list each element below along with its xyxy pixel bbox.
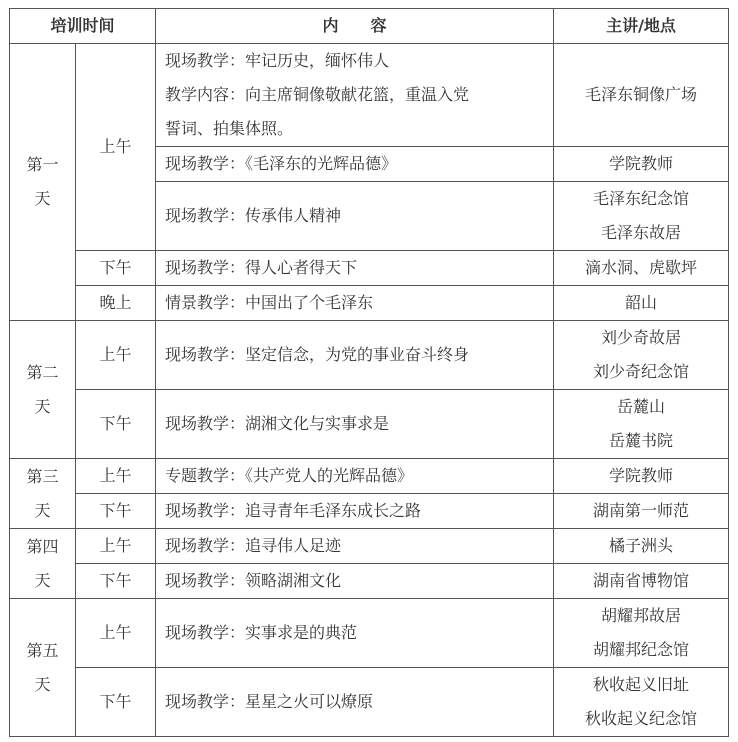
- session-speaker: [554, 390, 729, 459]
- day-label: [10, 44, 76, 321]
- content-line: 现场教学：追寻伟人足迹: [165, 536, 342, 555]
- day-label-line: 天: [34, 189, 51, 208]
- session-speaker: [554, 459, 729, 494]
- header-content: 内 容: [156, 9, 554, 44]
- session-speaker: [554, 668, 729, 737]
- header-speaker: 主讲/地点: [554, 9, 729, 44]
- session-speaker: [554, 147, 729, 182]
- session-content: [156, 529, 554, 564]
- content-line: 誓词、拍集体照。: [165, 119, 294, 138]
- speaker-line: 刘少奇故居: [601, 328, 682, 347]
- day-label-line: 天: [34, 396, 51, 416]
- session-content: [156, 44, 554, 147]
- table-row: [10, 44, 729, 147]
- period-label: 下午: [76, 251, 156, 286]
- period-label: 晚上: [76, 286, 156, 321]
- table-row: [10, 564, 729, 599]
- session-speaker: [554, 182, 729, 251]
- training-schedule-table: [9, 8, 729, 737]
- content-line: 情景教学：中国出了个毛泽东: [165, 293, 374, 312]
- day-label-line: 第四: [26, 536, 59, 556]
- table-row: [10, 251, 729, 286]
- speaker-line: 毛泽东故居: [601, 223, 682, 242]
- table-row: [10, 390, 729, 459]
- speaker-line: 胡耀邦纪念馆: [593, 640, 690, 659]
- session-content: [156, 459, 554, 494]
- speaker-line: 岳麓山: [617, 397, 666, 416]
- day-label-line: 第一: [26, 155, 59, 174]
- session-content: [156, 494, 554, 529]
- session-speaker: [554, 321, 729, 390]
- session-content: [156, 147, 554, 182]
- day-label: [10, 529, 76, 599]
- speaker-line: 秋收起义旧址: [593, 675, 690, 694]
- speaker-line: 刘少奇纪念馆: [593, 362, 690, 381]
- session-content: [156, 390, 554, 459]
- speaker-line: 毛泽东铜像广场: [585, 85, 698, 104]
- speaker-line: 学院教师: [609, 154, 674, 173]
- schedule-body: [10, 44, 729, 737]
- session-content: [156, 668, 554, 737]
- content-line: 现场教学：星星之火可以燎原: [165, 692, 374, 711]
- speaker-line: 胡耀邦故居: [601, 606, 682, 625]
- day-label-line: 天: [34, 674, 51, 694]
- day-label: [10, 459, 76, 529]
- session-speaker: [554, 599, 729, 668]
- content-line: 现场教学：追寻青年毛泽东成长之路: [165, 501, 422, 520]
- table-row: [10, 668, 729, 737]
- speaker-line: 韶山: [625, 293, 658, 312]
- content-line: 现场教学：坚定信念，为党的事业奋斗终身: [165, 345, 470, 364]
- content-line: 教学内容：向主席铜像敬献花篮，重温入党: [165, 85, 470, 104]
- header-row: [10, 9, 729, 44]
- session-content: [156, 286, 554, 321]
- period-label: 上午: [76, 44, 156, 251]
- content-line: 现场教学：牢记历史，缅怀伟人: [165, 51, 390, 70]
- day-label-line: 第三: [26, 466, 59, 486]
- table-row: [10, 459, 729, 494]
- period-label: 下午: [76, 390, 156, 459]
- content-line: 现场教学：湖湘文化与实事求是: [165, 414, 390, 433]
- speaker-line: 岳麓书院: [609, 431, 674, 450]
- session-content: [156, 321, 554, 390]
- period-label: 下午: [76, 668, 156, 737]
- table-row: [10, 599, 729, 668]
- session-speaker: [554, 44, 729, 147]
- period-label: 上午: [76, 599, 156, 668]
- speaker-line: 湖南第一师范: [593, 501, 690, 520]
- content-line: 专题教学：《共产党人的光辉品德》: [165, 466, 414, 485]
- content-line: 现场教学：传承伟人精神: [165, 206, 342, 225]
- speaker-line: 橘子洲头: [609, 536, 674, 555]
- session-speaker: [554, 251, 729, 286]
- speaker-line: 秋收起义纪念馆: [585, 709, 698, 728]
- speaker-line: 滴水洞、虎歇坪: [585, 258, 698, 277]
- content-line: 现场教学：领略湖湘文化: [165, 571, 342, 590]
- table-row: [10, 494, 729, 529]
- session-content: [156, 564, 554, 599]
- day-label: [10, 599, 76, 737]
- table-row: [10, 529, 729, 564]
- content-line: 现场教学：《毛泽东的光辉品德》: [165, 154, 398, 173]
- session-content: [156, 182, 554, 251]
- session-content: [156, 251, 554, 286]
- period-label: 上午: [76, 459, 156, 494]
- day-label-line: 第二: [26, 362, 59, 382]
- day-label-line: 天: [34, 500, 51, 520]
- speaker-line: 湖南省博物馆: [593, 571, 690, 590]
- session-speaker: [554, 494, 729, 529]
- speaker-line: 学院教师: [609, 466, 674, 485]
- speaker-line: 毛泽东纪念馆: [593, 189, 690, 208]
- content-line: 现场教学：得人心者得天下: [165, 258, 358, 277]
- session-speaker: [554, 286, 729, 321]
- period-label: 下午: [76, 564, 156, 599]
- table-row: [10, 286, 729, 321]
- session-speaker: [554, 564, 729, 599]
- day-label-line: 第五: [26, 640, 59, 660]
- table-row: [10, 321, 729, 390]
- period-label: 下午: [76, 494, 156, 529]
- session-content: [156, 599, 554, 668]
- session-speaker: [554, 529, 729, 564]
- day-label: [10, 321, 76, 459]
- content-line: 现场教学：实事求是的典范: [165, 623, 358, 642]
- header-time: 培训时间: [10, 9, 156, 44]
- day-label-line: 天: [34, 570, 51, 590]
- period-label: 上午: [76, 321, 156, 390]
- period-label: 上午: [76, 529, 156, 564]
